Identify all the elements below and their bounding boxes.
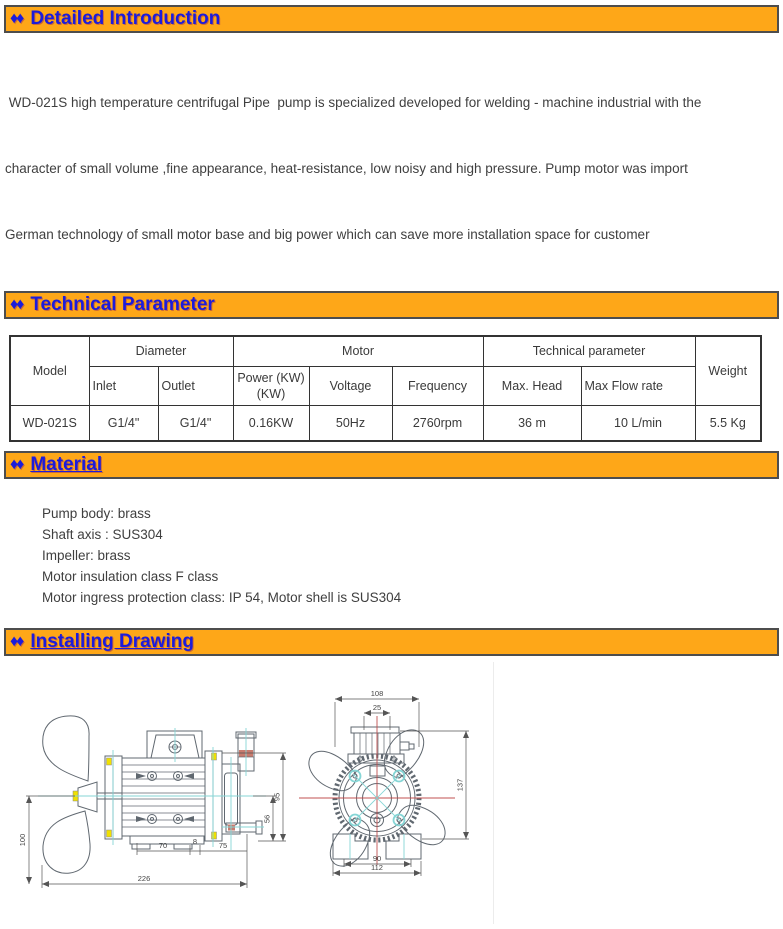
th-outlet: Outlet bbox=[158, 366, 233, 405]
fan-blade-lower bbox=[43, 811, 90, 873]
th-voltage: Voltage bbox=[309, 366, 392, 405]
dim-70-label: 70 bbox=[158, 841, 168, 850]
cell-inlet: G1/4" bbox=[89, 405, 158, 441]
dim-100-label: 100 bbox=[18, 833, 27, 847]
intro-line-2: character of small volume ,fine appearance, heat-resistance, low noisy and high pressure. Pump motor was import bbox=[5, 161, 688, 176]
th-technical-parameter: Technical parameter bbox=[483, 336, 695, 366]
terminal-box-front bbox=[351, 727, 399, 733]
material-item: Motor insulation class F class bbox=[42, 569, 219, 584]
dim-8-label: 8 bbox=[192, 837, 198, 846]
fan-blade-upper bbox=[43, 716, 89, 781]
side-view bbox=[43, 716, 262, 873]
table-row bbox=[10, 405, 761, 441]
dim-90-label: 90 bbox=[372, 854, 382, 863]
section-title-drawing[interactable]: Installing Drawing bbox=[30, 631, 194, 652]
installing-drawing-image bbox=[18, 662, 494, 924]
material-item: Motor ingress protection class: IP 54, Motor shell is SUS304 bbox=[42, 590, 402, 605]
front-view-dimensions bbox=[333, 699, 469, 876]
section-title-technical: Technical Parameter bbox=[30, 294, 215, 315]
intro-line-1: WD-021S high temperature centrifugal Pipe pump is specialized developed for welding - machine industrial with the bbox=[5, 95, 702, 110]
th-model: Model bbox=[10, 336, 89, 405]
dim-112-label: 112 bbox=[371, 863, 383, 872]
material-item: Pump body: brass bbox=[42, 506, 151, 521]
foot-right bbox=[386, 834, 421, 859]
dim-95-label: 95 bbox=[272, 792, 282, 802]
cell-frequency: 2760rpm bbox=[392, 405, 483, 441]
foot-left bbox=[333, 834, 368, 859]
cell-power: 0.16KW bbox=[233, 405, 309, 441]
mount-bolt bbox=[174, 815, 183, 824]
dim-56-label: 56 bbox=[262, 814, 272, 824]
material-item: Impeller: brass bbox=[42, 548, 131, 563]
diamond-bullets-icon: ♦♦ bbox=[10, 456, 23, 473]
th-power-line1: Power (KW) bbox=[237, 370, 305, 385]
dim-75-label: 75 bbox=[218, 841, 228, 850]
th-weight: Weight bbox=[695, 336, 761, 405]
section-title-material[interactable]: Material bbox=[30, 454, 103, 475]
section-header-intro bbox=[4, 5, 779, 33]
section-header-drawing bbox=[4, 628, 779, 656]
section-header-material bbox=[4, 451, 779, 479]
material-list bbox=[42, 503, 783, 608]
motor-body bbox=[122, 758, 205, 836]
cell-voltage: 50Hz bbox=[309, 405, 392, 441]
mount-bolt bbox=[148, 815, 157, 824]
section-title-intro: Detailed Introduction bbox=[30, 8, 221, 29]
intro-line-3: German technology of small motor base and big power which can save more installation space for customer bbox=[5, 227, 650, 242]
material-item: Shaft axis : SUS304 bbox=[42, 527, 163, 542]
intro-paragraph bbox=[5, 48, 777, 268]
cell-max-flow-rate: 10 L/min bbox=[581, 405, 695, 441]
pump-technical-drawing bbox=[18, 662, 493, 924]
cell-outlet: G1/4" bbox=[158, 405, 233, 441]
technical-parameter-table bbox=[9, 335, 762, 442]
th-frequency: Frequency bbox=[392, 366, 483, 405]
cable-connector bbox=[400, 742, 409, 750]
diamond-bullets-icon: ♦♦ bbox=[10, 633, 23, 650]
cell-weight: 5.5 Kg bbox=[695, 405, 761, 441]
diamond-bullets-icon: ♦♦ bbox=[10, 296, 23, 313]
th-motor: Motor bbox=[233, 336, 483, 366]
dim-25-label: 25 bbox=[372, 703, 382, 712]
dim-226-label: 226 bbox=[137, 874, 151, 883]
fan-hub bbox=[78, 782, 97, 812]
cell-max-head: 36 m bbox=[483, 405, 581, 441]
dim-137-label: 137 bbox=[455, 778, 465, 792]
th-max-flow-rate: Max Flow rate bbox=[581, 366, 695, 405]
diamond-bullets-icon: ♦♦ bbox=[10, 10, 23, 27]
cell-model: WD-021S bbox=[10, 405, 89, 441]
th-power bbox=[233, 366, 309, 405]
dim-108-label: 108 bbox=[370, 689, 384, 698]
front-view-centerlines bbox=[299, 716, 455, 865]
th-inlet: Inlet bbox=[89, 366, 158, 405]
th-max-head: Max. Head bbox=[483, 366, 581, 405]
th-power-line2: (KW) bbox=[256, 386, 286, 401]
section-header-technical bbox=[4, 291, 779, 319]
th-diameter: Diameter bbox=[89, 336, 233, 366]
